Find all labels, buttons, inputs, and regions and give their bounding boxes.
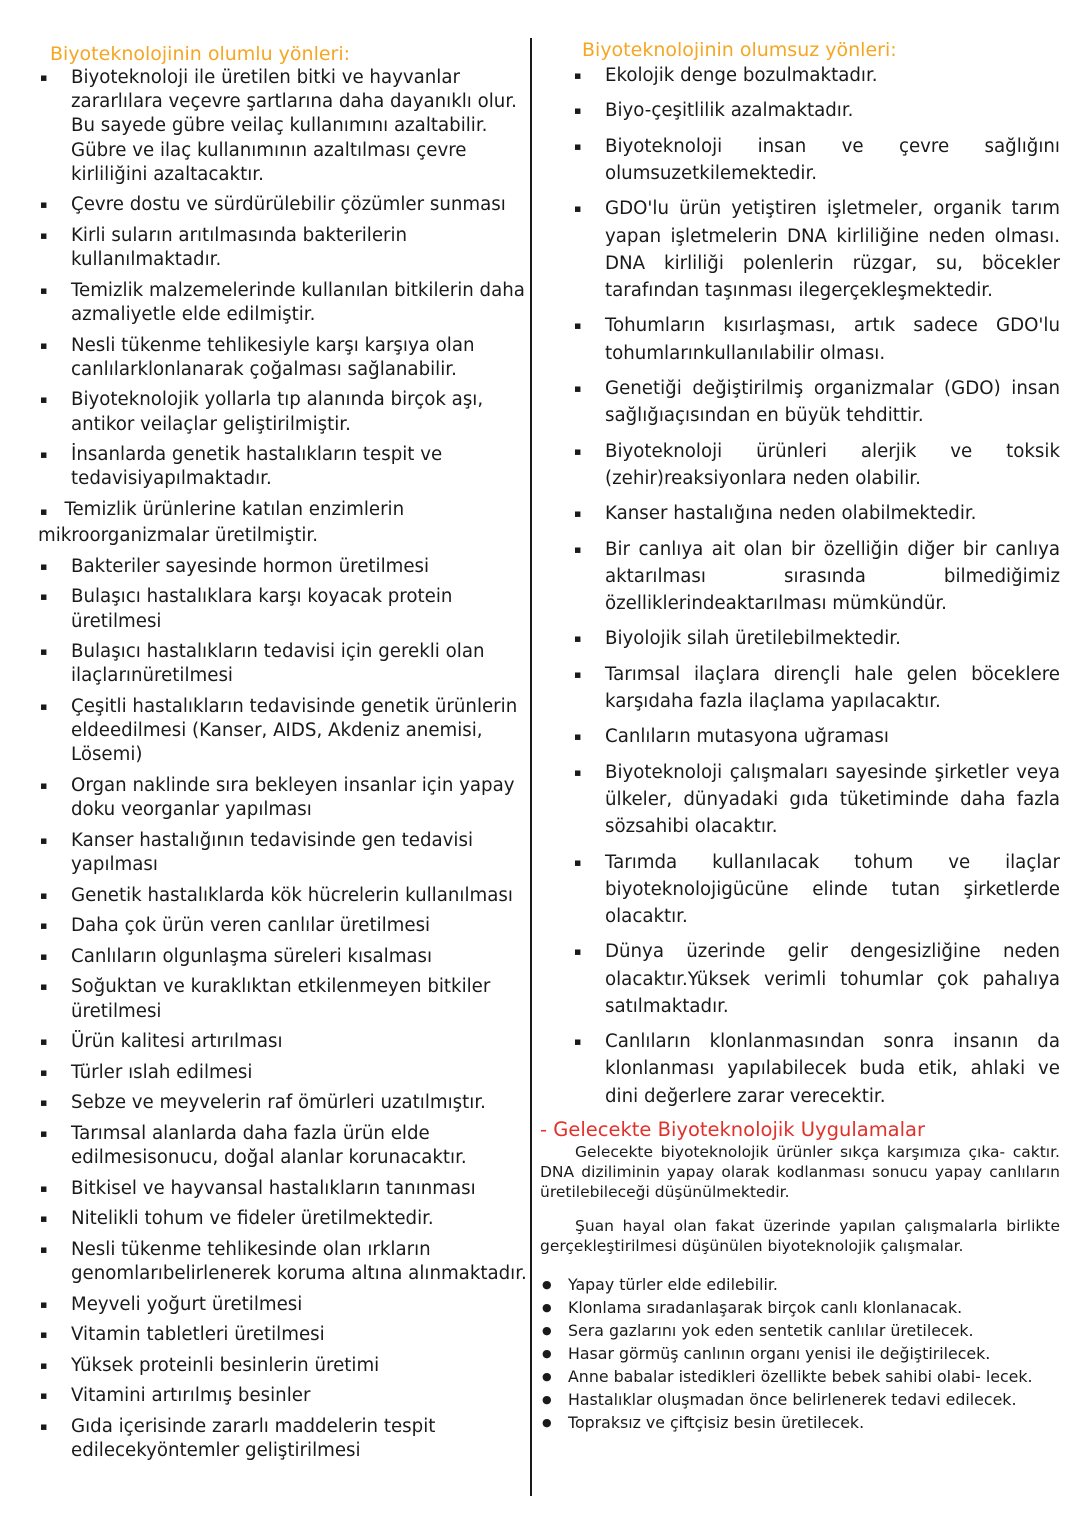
list-item: ▪ Ekolojik denge bozulmaktadır. (540, 62, 1060, 89)
list-item: ● Anne babalar istedikleri özellikte bebek sahibi olabi- lecek. (540, 1366, 1060, 1388)
list-item: ▪ Soğuktan ve kuraklıktan etkilenmeyen bitkiler üretilmesi (38, 975, 528, 1023)
list-item-rest: mikroorganizmalar üretilmiştir. (38, 525, 318, 547)
list-item: ▪ Çevre dostu ve sürdürülebilir çözümler sunması (38, 193, 528, 217)
list-item: ▪ Daha çok ürün veren canlılar üretilmesi (38, 914, 528, 938)
future-paragraph: Şuan hayal olan fakat üzerinde yapılan çalışmalarla birlikte gerçekleştirilmesi düşünülen biyoteknolojik çalışmalar. (540, 1216, 1060, 1255)
list-item: ▪ Ürün kalitesi artırılması (38, 1030, 528, 1054)
list-item: ▪ Kirli suların arıtılmasında bakterilerin kullanılmaktadır. (38, 224, 528, 272)
list-item: ▪ Bulaşıcı hastalıkların tedavisi için gerekli olan ilaçlarınüretilmesi (38, 640, 528, 688)
list-item: ● Yapay türler elde edilebilir. (540, 1274, 1060, 1296)
list-item: ● Topraksız ve çiftçisiz besin üretilecek. (540, 1412, 1060, 1434)
positive-aspects-heading: Biyoteknolojinin olumlu yönleri: (50, 43, 351, 65)
list-item: ▪ Nesli tükenme tehlikesinde olan ırkların genomlarıbelirlenerek koruma altına alınmaktadır. (38, 1238, 528, 1286)
list-item: ▪ Bitkisel ve hayvansal hastalıkların tanınması (38, 1177, 528, 1201)
list-item (38, 498, 528, 548)
list-item: ▪ Çeşitli hastalıkların tedavisinde genetik ürünlerin eldeedilmesi (Kanser, AIDS, Akdeniz anemisi, Lösemi) (38, 695, 528, 768)
list-item: ▪ Canlıların mutasyona uğraması (540, 723, 1060, 750)
list-item: ▪ Vitamini artırılmış besinler (38, 1384, 528, 1408)
list-item: ▪ Temizlik malzemelerinde kullanılan bitkilerin daha azmaliyetle elde edilmiştir. (38, 279, 528, 327)
list-item: ▪ Nitelikli tohum ve fideler üretilmektedir. (38, 1207, 528, 1231)
list-item: ▪ Türler ıslah edilmesi (38, 1061, 528, 1085)
list-item: ▪ Vitamin tabletleri üretilmesi (38, 1323, 528, 1347)
list-item: ▪ Organ naklinde sıra bekleyen insanlar için yapay doku veorganlar yapılması (38, 774, 528, 822)
list-item: ▪ Tohumların kısırlaşması, artık sadece GDO'lu tohumlarınkullanılabilir olması. (540, 312, 1060, 366)
list-item: ▪ Bakteriler sayesinde hormon üretilmesi (38, 555, 528, 579)
list-item: ● Hasar görmüş canlının organı yenisi ile değiştirilecek. (540, 1343, 1060, 1365)
list-item: ▪ GDO'lu ürün yetiştiren işletmeler, organik tarım yapan işletmelerin DNA kirliliğine neden olması. DNA kirliliği polenlerin rüzgar, su, böcekler tarafından taşınması ilegerçekleşmektedir. (540, 195, 1060, 304)
list-item: ▪ Kanser hastalığına neden olabilmektedir. (540, 500, 1060, 527)
list-item: ● Klonlama sıradanlaşarak birçok canlı klonlanacak. (540, 1297, 1060, 1319)
positive-aspects-list (38, 66, 528, 1463)
list-item: ▪ Yüksek proteinli besinlerin üretimi (38, 1354, 528, 1378)
future-paragraph: Gelecekte biyoteknolojik ürünler sıkça karşımıza çıka- caktır. DNA diziliminin yapay olarak kodlanması sonucu yapay canlıların üretilebileceği düşünülmektedir. (540, 1142, 1060, 1201)
list-item: ▪ Genetik hastalıklarda kök hücrelerin kullanılması (38, 884, 528, 908)
list-item: ▪ Biyoteknolojik yollarla tıp alanında birçok aşı, antikor veilaçlar geliştirilmiştir. (38, 388, 528, 436)
list-item: ▪ Biyolojik silah üretilebilmektedir. (540, 625, 1060, 652)
list-item: ▪ Tarımda kullanılacak tohum ve ilaçlar biyoteknolojigücüne elinde tutan şirketlerde olacaktır. (540, 849, 1060, 931)
list-item: ▪ Nesli tükenme tehlikesiyle karşı karşıya olan canlılarklonlanarak çoğalması sağlanabilir. (38, 334, 528, 382)
positive-aspects-column (38, 42, 528, 1470)
list-item-lead: ▪ Temizlik ürünlerine katılan enzimlerin (38, 498, 528, 524)
list-item: ▪ Tarımsal alanlarda daha fazla ürün elde edilmesisonucu, doğal alanlar korunacaktır. (38, 1122, 528, 1170)
negative-aspects-heading: Biyoteknolojinin olumsuz yönleri: (582, 39, 897, 61)
negative-aspects-column (540, 38, 1060, 1435)
list-item: ▪ Tarımsal ilaçlara dirençli hale gelen böceklere karşıdaha fazla ilaçlama yapılacaktır. (540, 661, 1060, 715)
future-applications-list (540, 1274, 1060, 1434)
list-item: ▪ Dünya üzerinde gelir dengesizliğine neden olacaktır.Yüksek verimli tohumlar çok pahalıya satılmaktadır. (540, 938, 1060, 1020)
list-item: ▪ İnsanlarda genetik hastalıkların tespit ve tedavisiyapılmaktadır. (38, 443, 528, 491)
list-item: ▪ Kanser hastalığının tedavisinde gen tedavisi yapılması (38, 829, 528, 877)
column-divider (530, 38, 532, 1496)
list-item: ▪ Bir canlıya ait olan bir özelliğin diğer bir canlıya aktarılması sırasında bilmediğimiz özelliklerindeaktarılması mümkündür. (540, 536, 1060, 618)
list-item: ● Hastalıklar oluşmadan önce belirlenerek tedavi edilecek. (540, 1389, 1060, 1411)
list-item: ▪ Canlıların olgunlaşma süreleri kısalması (38, 945, 528, 969)
list-item: ▪ Biyo-çeşitlilik azalmaktadır. (540, 97, 1060, 124)
list-item: ▪ Biyoteknoloji ürünleri alerjik ve toksik (zehir)reaksiyonlara neden olabilir. (540, 438, 1060, 492)
list-item: ▪ Genetiği değiştirilmiş organizmalar (GDO) insan sağlığıaçısından en büyük tehdittir. (540, 375, 1060, 429)
future-applications-heading: - Gelecekte Biyoteknolojik Uygulamalar (540, 1117, 926, 1141)
list-item: ▪ Bulaşıcı hastalıklara karşı koyacak protein üretilmesi (38, 585, 528, 633)
list-item: ▪ Biyoteknoloji çalışmaları sayesinde şirketler veya ülkeler, dünyadaki gıda tüketiminde daha fazla sözsahibi olacaktır. (540, 759, 1060, 841)
list-item: ▪ Canlıların klonlanmasından sonra insanın da klonlanması yapılabilecek buda etik, ahlaki ve dini değerlere zarar verecektir. (540, 1028, 1060, 1110)
negative-aspects-list (540, 62, 1060, 1110)
list-item: ▪ Biyoteknoloji insan ve çevre sağlığını olumsuzetkilemektedir. (540, 133, 1060, 187)
list-item: ▪ Gıda içerisinde zararlı maddelerin tespit edilecekyöntemler geliştirilmesi (38, 1415, 528, 1463)
list-item: ▪ Meyveli yoğurt üretilmesi (38, 1293, 528, 1317)
list-item: ▪ Sebze ve meyvelerin raf ömürleri uzatılmıştır. (38, 1091, 528, 1115)
list-item: ● Sera gazlarını yok eden sentetik canlılar üretilecek. (540, 1320, 1060, 1342)
list-item: ▪ Biyoteknoloji ile üretilen bitki ve hayvanlar zararlılara veçevre şartlarına daha dayanıklı olur. Bu sayede gübre veilaç kullanımını azaltabilir. Gübre ve ilaç kullanımının azaltılması çevre kirliliğini azaltacaktır. (38, 66, 528, 187)
